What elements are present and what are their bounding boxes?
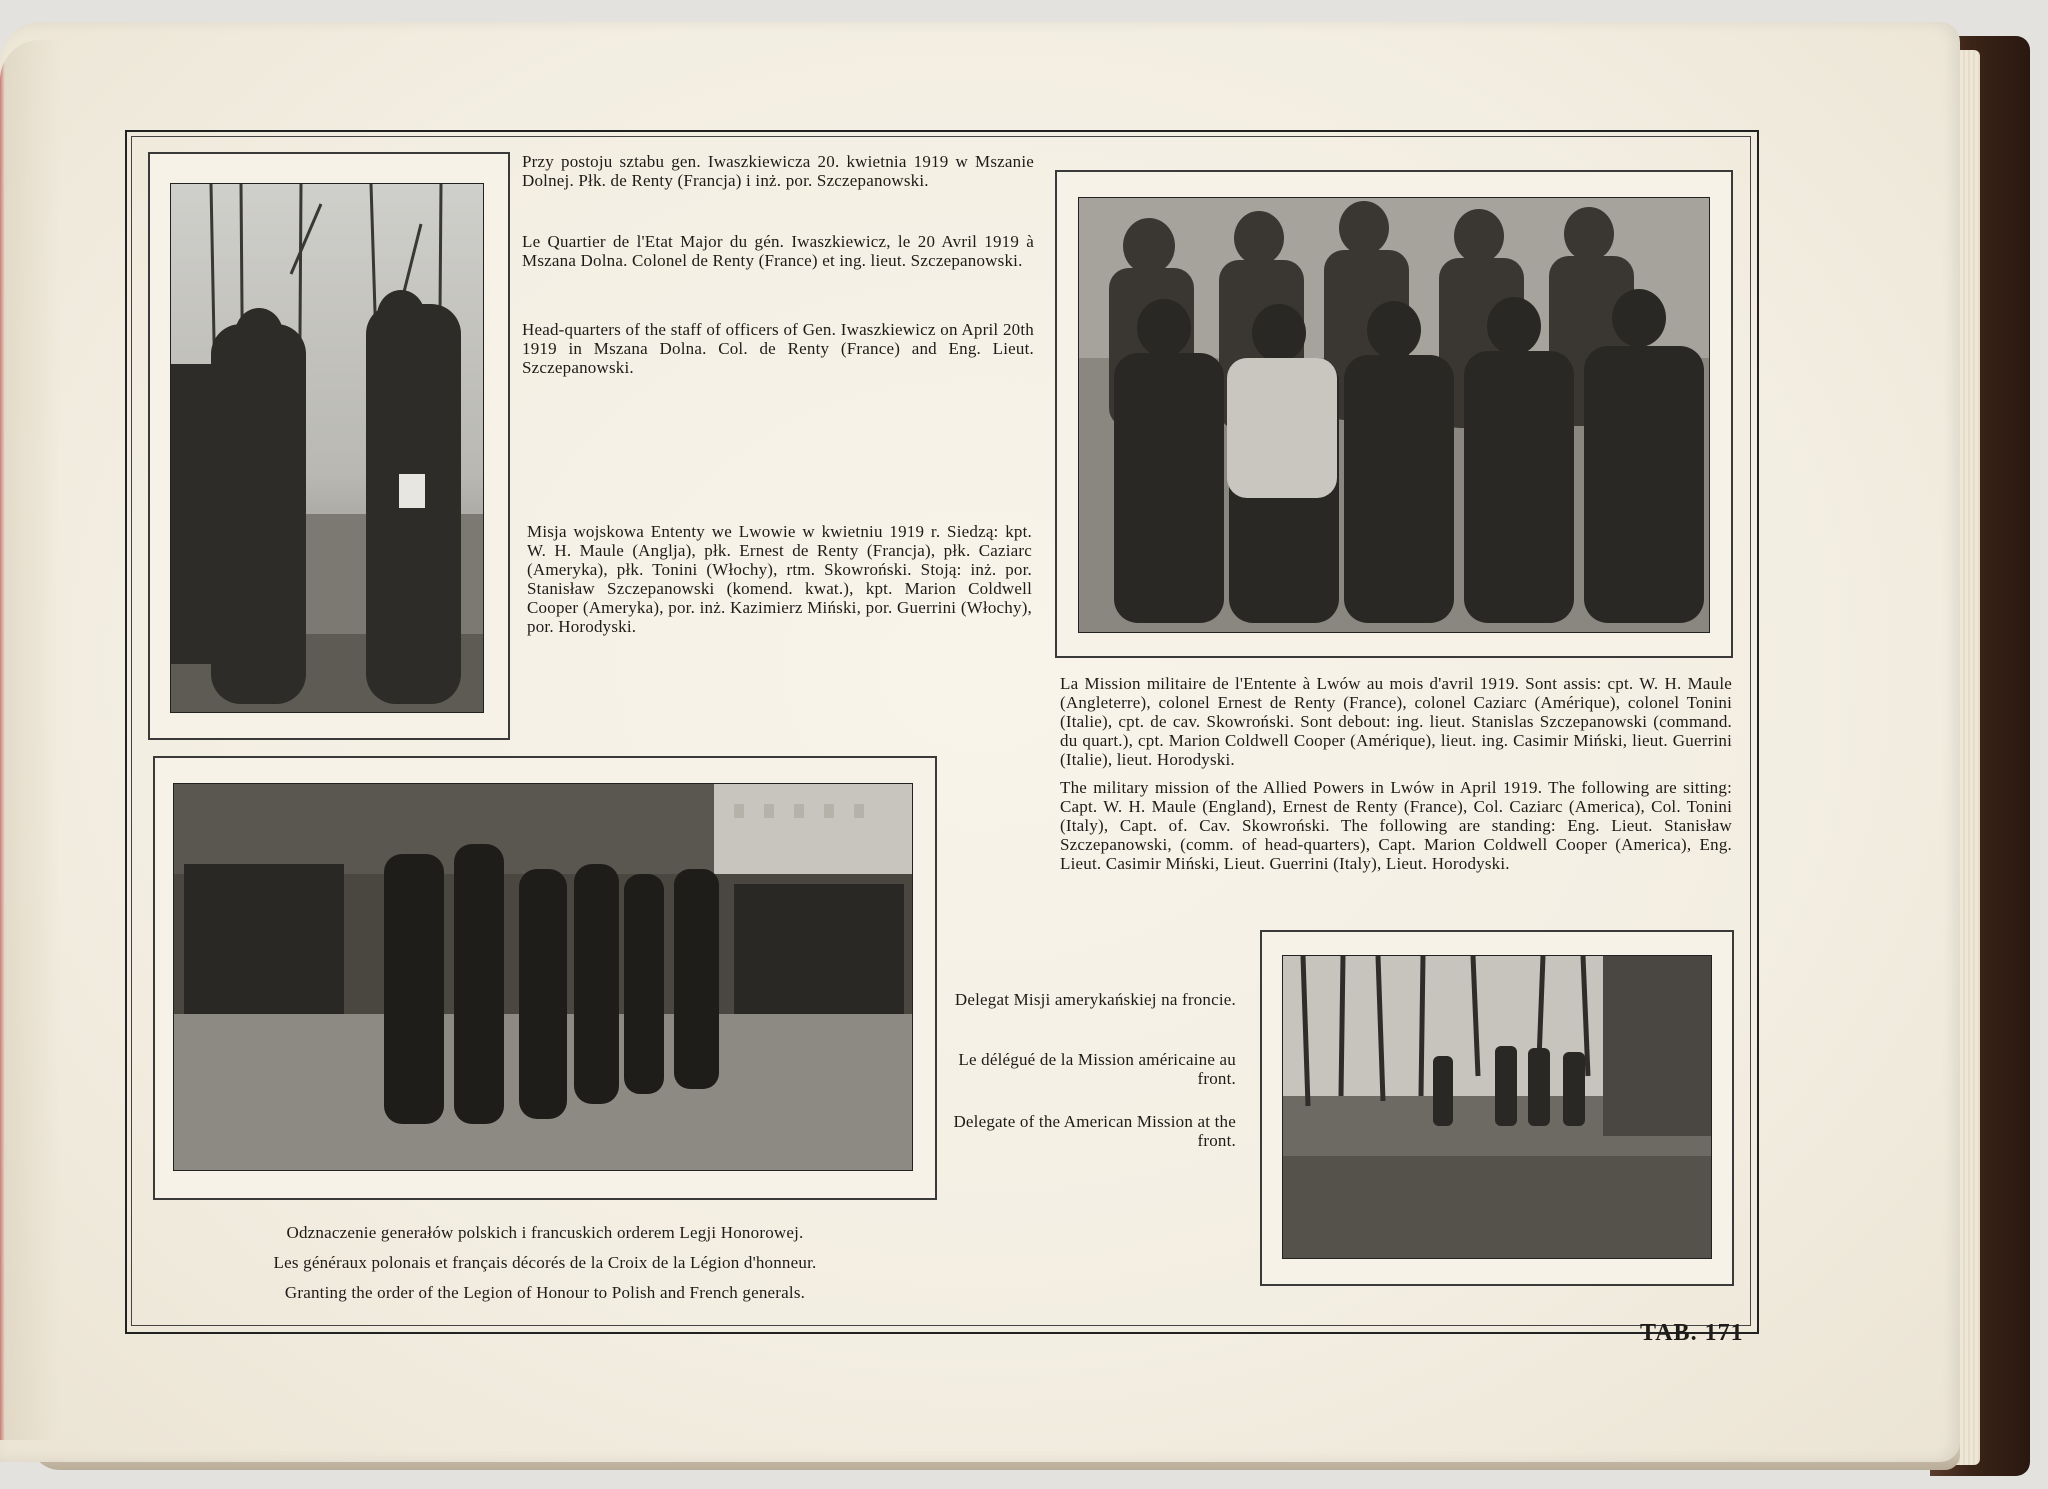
caption-delegate-english-text: Delegate of the American Mission at the front. — [953, 1112, 1236, 1150]
plate-number: TAB. 171 — [1640, 1320, 1744, 1346]
caption-honour-polish: Odznaczenie generałów polskich i francuskich orderem Legji Honorowej. — [286, 1223, 804, 1242]
caption-staff-english-text: Head-quarters of the staff of officers of Gen. Iwaszkiewicz on April 20th 1919 in Mszana Dolna. Col. de Renty (France) and Eng. Lieut. Szczepanowski. — [522, 320, 1034, 377]
photo-military-mission-group — [1078, 197, 1710, 633]
photo-american-delegate-forest — [1282, 955, 1712, 1259]
caption-mission-polish-text: Misja wojskowa Ententy we Lwowie w kwietniu 1919 r. Siedzą: kpt. W. H. Maule (Anglja), płk. Ernest de Renty (Francja), płk. Caziarc (Ameryka), płk. Tonini (Włochy), rtm. Skowroński. Stoją: inż. por. Stanisław Szczepanowski (komend. kwat.), kpt. Marion Coldwell Cooper (Ameryka), por. inż. Kazimierz Miński, por. Guerrini (Włochy), por. Horodyski. — [527, 522, 1032, 636]
caption-staff-polish-text: Przy postoju sztabu gen. Iwaszkiewicza 20. kwietnia 1919 w Mszanie Dolnej. Płk. de Renty (Francja) i inż. por. Szczepanowski. — [522, 152, 1034, 190]
caption-honour-french: Les généraux polonais et français décorés de la Croix de la Légion d'honneur. — [273, 1253, 817, 1272]
caption-delegate-polish-text: Delegat Misji amerykańskiej na froncie. — [954, 990, 1236, 1009]
caption-mission-french — [1060, 674, 1732, 769]
caption-staff-french-text: Le Quartier de l'Etat Major du gén. Iwaszkiewicz, le 20 Avril 1919 à Mszana Dolna. Colonel de Renty (France) et ing. lieut. Szczepanowski. — [522, 232, 1034, 270]
caption-mission-polish — [527, 522, 1032, 636]
caption-delegate-polish — [950, 990, 1236, 1009]
caption-staff-french — [522, 232, 1034, 270]
caption-staff-polish — [522, 152, 1034, 190]
caption-mission-english — [1060, 778, 1732, 873]
page-gutter-curl — [0, 40, 60, 1440]
caption-honour — [150, 1218, 940, 1308]
caption-staff-english — [522, 320, 1034, 377]
caption-delegate-english — [950, 1112, 1236, 1150]
caption-delegate-french-text: Le délégué de la Mission américaine au front. — [958, 1050, 1236, 1088]
caption-mission-french-text: La Mission militaire de l'Entente à Lwów au mois d'avril 1919. Sont assis: cpt. W. H. Maule (Angleterre), colonel Ernest de Renty (France), colonel Caziarc (Amérique), colonel Tonini (Italie), cpt. de cav. Skowroński. Sont debout: ing. lieut. Stanislas Szczepanowski (command. du quart.), cpt. Marion Coldwell Cooper (Amérique), lieut. ing. Casimir Miński, lieut. Guerrini (Italie), lieut. Horodyski. — [1060, 674, 1732, 769]
caption-mission-english-text: The military mission of the Allied Powers in Lwów in April 1919. The following are sitting: Capt. W. H. Maule (England), Ernest de Renty (France), Col. Caziarc (America), Col. Tonini (Italy), Capt. of. Cav. Skowroński. The following are standing: Eng. Lieut. Stanisław Szczepanowski, (comm. of head-quarters), Capt. Marion Coldwell Cooper (America), Eng. Lieut. Casimir Miński, Lieut. Guerrini (Italy), Lieut. Horodyski. — [1060, 778, 1732, 873]
caption-delegate-french — [950, 1050, 1236, 1088]
caption-honour-english: Granting the order of the Legion of Honour to Polish and French generals. — [284, 1283, 806, 1302]
photo-staff-officers — [170, 183, 484, 713]
photo-legion-of-honour-ceremony — [173, 783, 913, 1171]
